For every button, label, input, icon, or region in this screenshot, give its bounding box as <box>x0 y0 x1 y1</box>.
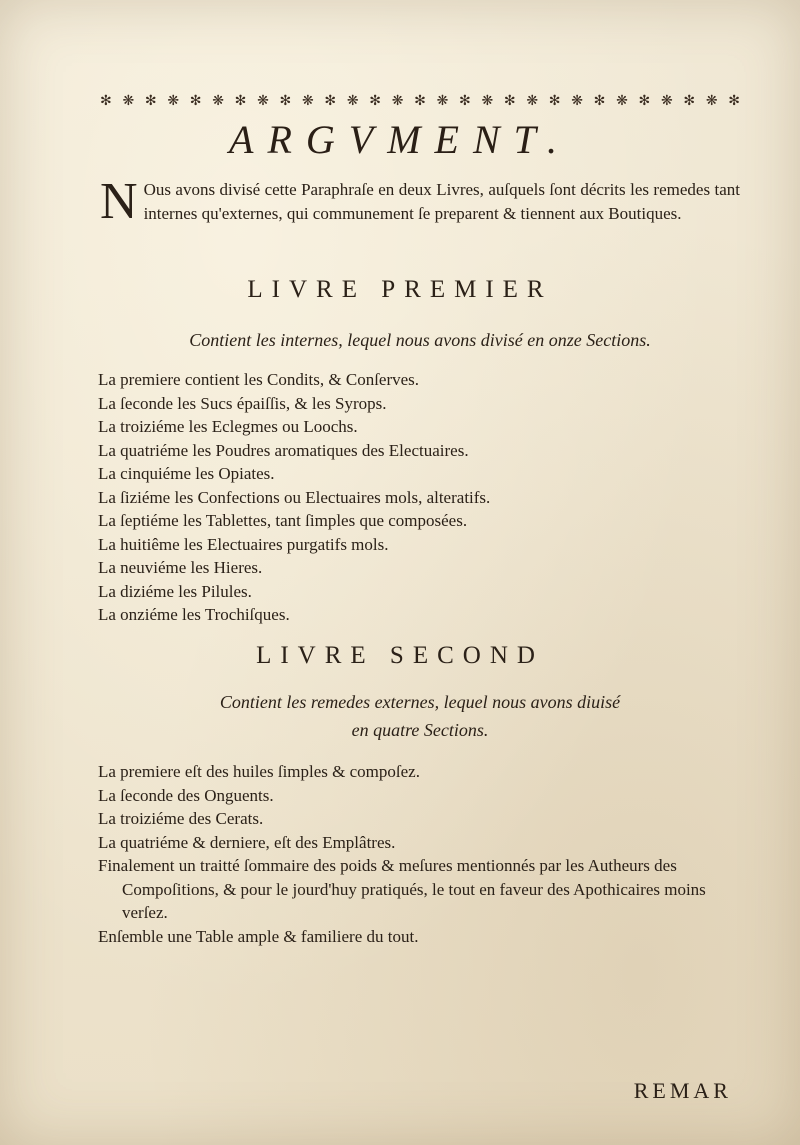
fleuron-icon: ❋ <box>212 93 224 109</box>
list-item: La troiziéme les Eclegmes ou Loochs. <box>98 417 358 436</box>
fleuron-icon: ❋ <box>436 93 449 109</box>
livre-second-list <box>98 760 748 948</box>
livre-second-heading: LIVRE SECOND <box>256 642 544 669</box>
fleuron-icon: ❋ <box>481 93 494 109</box>
fleuron-icon: ✻ <box>279 93 292 109</box>
fleuron-icon: ✻ <box>100 93 112 109</box>
list-item: La ſeptiéme les Tablettes, tant ſimples que composées. <box>98 511 468 530</box>
list-item: Enſemble une Table ample & familiere du tout. <box>98 926 419 946</box>
list-item: Finalement un traitté ſommaire des poids & meſures mentionnés par les Autheurs des Compoſitions, & pour le jourd'huy pratiqués, le tout en faveur des Apothicaires moins verſez. <box>98 856 706 922</box>
fleuron-icon: ✻ <box>324 93 337 109</box>
ornamental-border <box>100 90 740 112</box>
list-item: La troiziéme des Cerats. <box>98 809 264 828</box>
fleuron-icon: ✻ <box>144 93 157 109</box>
page-title: ARGVMENT. <box>229 117 571 162</box>
intro-paragraph <box>100 173 740 230</box>
livre-second-subtitle-1: Contient les remedes externes, lequel nous avons diuisé <box>219 692 621 712</box>
list-item: La cinquiéme les Opiates. <box>98 464 275 483</box>
fleuron-icon: ✻ <box>593 93 606 109</box>
list-item: La diziéme les Pilules. <box>98 581 252 601</box>
drop-cap: N <box>100 173 138 230</box>
fleuron-icon: ✻ <box>369 93 381 109</box>
list-item: La ſeconde les Sucs épaiſſis, & les Syrops. <box>98 393 387 413</box>
list-item: La quatriéme & derniere, eſt des Emplâtres. <box>98 832 396 852</box>
list-item: La premiere contient les Condits, & Conſerves. <box>98 370 420 389</box>
fleuron-icon: ❋ <box>616 93 628 109</box>
livre-premier-heading: LIVRE PREMIER <box>247 276 553 303</box>
list-item: La huitiême les Electuaires purgatifs mols. <box>98 534 389 554</box>
fleuron-icon: ✻ <box>638 93 651 109</box>
fleuron-icon: ✻ <box>503 93 516 109</box>
fleuron-icon: ❋ <box>571 93 583 109</box>
livre-premier-list <box>98 368 748 627</box>
fleuron-icon: ✻ <box>683 93 696 109</box>
list-item: La quatriéme les Poudres aromatiques des Electuaires. <box>98 440 469 460</box>
intro-text: Ous avons divisé cette Paraphraſe en deux Livres, auſquels ſont décrits les remedes tant internes qu'externes, qui communement ſe preparent & tiennent aux Boutiques. <box>143 180 740 223</box>
fleuron-icon: ❋ <box>167 93 180 109</box>
list-item: La premiere eſt des huiles ſimples & compoſez. <box>98 762 420 781</box>
fleuron-icon: ✻ <box>728 93 740 109</box>
fleuron-icon: ❋ <box>705 93 718 109</box>
fleuron-icon: ❋ <box>526 93 539 109</box>
fleuron-icon: ✻ <box>459 93 471 109</box>
list-item: La onziéme les Trochiſques. <box>98 605 290 624</box>
fleuron-icon: ✻ <box>414 93 426 109</box>
fleuron-icon: ❋ <box>391 93 404 109</box>
catchword: REMAR <box>633 1078 732 1103</box>
livre-premier-subtitle: Contient les internes, lequel nous avons divisé en onze Sections. <box>189 330 651 350</box>
fleuron-icon: ✻ <box>234 93 247 109</box>
fleuron-icon: ❋ <box>257 93 269 109</box>
fleuron-icon: ❋ <box>301 93 314 109</box>
fleuron-icon: ❋ <box>660 93 673 109</box>
list-item: La ſiziéme les Confections ou Electuaires mols, alteratifs. <box>98 487 491 507</box>
fleuron-icon: ❋ <box>122 93 135 109</box>
fleuron-icon: ✻ <box>548 93 561 109</box>
list-item: La neuviéme les Hieres. <box>98 558 263 577</box>
fleuron-icon: ❋ <box>346 93 359 109</box>
list-item: La ſeconde des Onguents. <box>98 785 274 805</box>
fleuron-icon: ✻ <box>189 93 202 109</box>
livre-second-subtitle-2: en quatre Sections. <box>351 720 489 740</box>
